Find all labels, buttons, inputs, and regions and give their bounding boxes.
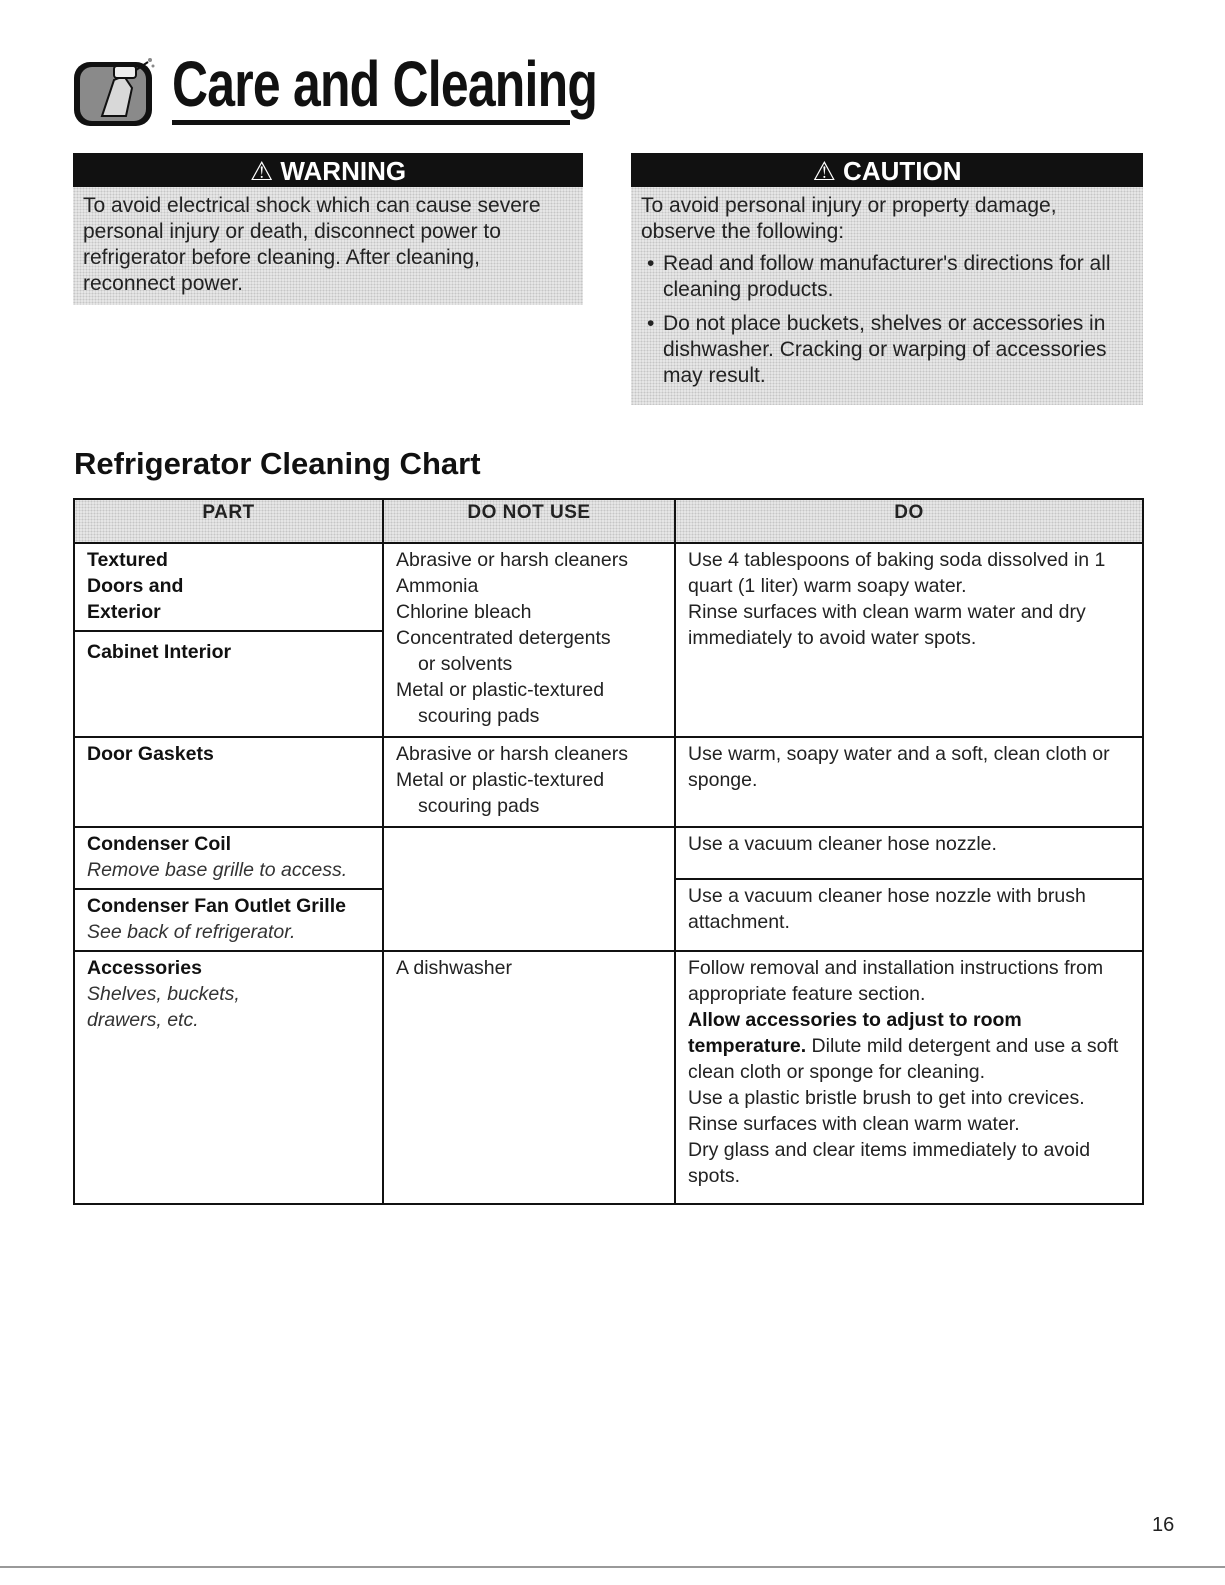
warning-heading: ⚠ WARNING bbox=[73, 153, 583, 187]
do-not-use-item: Metal or plastic-textured bbox=[396, 769, 605, 791]
do-item: Follow removal and installation instructions from appropriate feature section. bbox=[688, 957, 1104, 1005]
table-row bbox=[74, 737, 1143, 827]
part-cell bbox=[74, 737, 383, 827]
page-title: Care and Cleaning bbox=[172, 48, 598, 120]
caution-bullet: • Do not place buckets, shelves or accessories in dishwasher. Cracking or warping of accessories may result. bbox=[647, 312, 1107, 387]
do-not-use-item: or solvents bbox=[418, 653, 513, 675]
do-not-use-item: scouring pads bbox=[418, 705, 540, 727]
do-cell bbox=[675, 827, 1143, 951]
warning-box bbox=[73, 153, 583, 305]
do-item-emphasis: Allow accessories to adjust to room temperature. bbox=[688, 1009, 1022, 1057]
do-cell bbox=[675, 737, 1143, 827]
do-not-use-cell bbox=[383, 827, 675, 951]
table-row bbox=[74, 543, 1143, 737]
column-header-part: PART bbox=[74, 499, 383, 543]
cleaning-spray-icon bbox=[74, 54, 156, 128]
part-name: Textured Doors and Exterior bbox=[87, 549, 184, 623]
do-not-use-item: Chlorine bleach bbox=[396, 601, 532, 623]
part-name: Cabinet Interior bbox=[87, 641, 232, 663]
table-row bbox=[74, 951, 1143, 1204]
caution-bullet: • Read and follow manufacturer's directions for all cleaning products. bbox=[647, 252, 1111, 301]
do-cell bbox=[675, 951, 1143, 1204]
cleaning-chart-table bbox=[73, 498, 1144, 1205]
do-item: Use 4 tablespoons of baking soda dissolved in 1 quart (1 liter) warm soapy water. bbox=[688, 549, 1106, 597]
do-not-use-item: Metal or plastic-textured bbox=[396, 679, 605, 701]
part-block bbox=[75, 888, 382, 950]
column-header-do-not-use: DO NOT USE bbox=[383, 499, 675, 543]
part-name: Condenser Coil bbox=[87, 833, 232, 855]
do-not-use-item: A dishwasher bbox=[396, 957, 512, 979]
do-not-use-item: Concentrated detergents bbox=[396, 627, 611, 649]
table-row bbox=[74, 827, 1143, 951]
part-block bbox=[75, 828, 382, 888]
part-name: Door Gaskets bbox=[87, 743, 214, 765]
part-block bbox=[75, 630, 382, 670]
part-cell bbox=[74, 951, 383, 1204]
part-name: Condenser Fan Outlet Grille bbox=[87, 895, 346, 917]
caution-list bbox=[641, 251, 1131, 389]
part-note: Shelves, buckets, drawers, etc. bbox=[87, 983, 240, 1031]
do-item: Dry glass and clear items immediately to avoid spots. bbox=[688, 1139, 1091, 1187]
do-item: Use warm, soapy water and a soft, clean cloth or sponge. bbox=[688, 743, 1110, 791]
do-not-use-item: Abrasive or harsh cleaners bbox=[396, 743, 628, 765]
do-item: Use a vacuum cleaner hose nozzle with brush attachment. bbox=[676, 878, 1142, 942]
part-note: Remove base grille to access. bbox=[87, 859, 348, 881]
column-header-do: DO bbox=[675, 499, 1143, 543]
do-not-use-item: scouring pads bbox=[418, 795, 540, 817]
do-item: Use a plastic bristle brush to get into crevices. bbox=[688, 1087, 1085, 1109]
chart-title: Refrigerator Cleaning Chart bbox=[74, 446, 481, 481]
do-not-use-cell bbox=[383, 951, 675, 1204]
do-item: Use a vacuum cleaner hose nozzle. bbox=[688, 833, 997, 855]
part-cell bbox=[74, 827, 383, 951]
do-not-use-cell bbox=[383, 737, 675, 827]
page-number: 16 bbox=[1152, 1514, 1175, 1536]
caution-intro: To avoid personal injury or property damage, observe the following: bbox=[641, 194, 1057, 243]
part-name: Accessories bbox=[87, 957, 202, 979]
do-not-use-item: Ammonia bbox=[396, 575, 479, 597]
do-item: Rinse surfaces with clean warm water. bbox=[688, 1113, 1020, 1135]
do-item: Allow accessories to adjust to room temperature. Dilute mild detergent and use a soft clean cloth or sponge for cleaning. bbox=[688, 1009, 1119, 1083]
warning-text: To avoid electrical shock which can cause severe personal injury or death, disconnect power to refrigerator before cleaning. After cleaning, reconnect power. bbox=[83, 194, 541, 295]
caution-box bbox=[631, 153, 1143, 405]
part-note: See back of refrigerator. bbox=[87, 921, 296, 943]
do-not-use-cell bbox=[383, 543, 675, 737]
caution-heading: ⚠ CAUTION bbox=[631, 153, 1143, 187]
do-item: Rinse surfaces with clean warm water and dry immediately to avoid water spots. bbox=[688, 601, 1086, 649]
table-header-row bbox=[74, 499, 1143, 543]
part-cell bbox=[74, 543, 383, 737]
title-underline bbox=[172, 120, 570, 125]
do-not-use-item: Abrasive or harsh cleaners bbox=[396, 549, 628, 571]
part-block bbox=[75, 544, 232, 630]
do-cell bbox=[675, 543, 1143, 737]
footer-divider bbox=[0, 1566, 1225, 1568]
